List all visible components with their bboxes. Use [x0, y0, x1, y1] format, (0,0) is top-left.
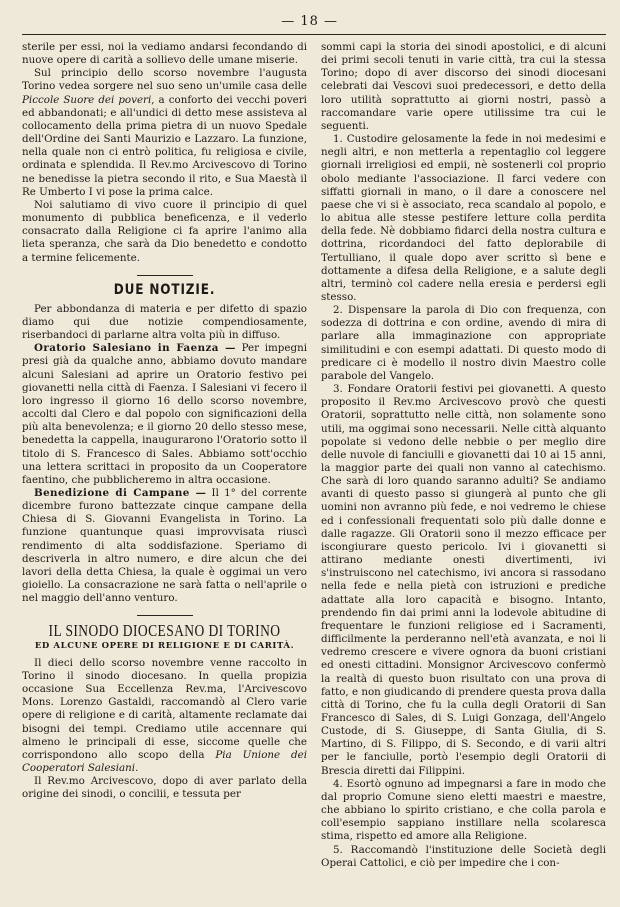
- news-item: Benedizione di Campane — Il 1° del corrente dicembre furono battezzate cinque campane della Chiesa di S. Giovanni Evangelista in Torino. La funzione quantunque quasi improvvisata riuscì rendimento di alta soddisfazione. Speriamo di descriverla in altro numero, e dire alcun che dei lavori della detta Chiesa, la quale è oggimai un vero gioiello. La consacrazione ne sarà fatta o nell'aprile o nel maggio dell'anno venturo.: [22, 487, 307, 605]
- page-number: — 18 —: [281, 14, 338, 29]
- numbered-paragraph: 2. Dispensare la parola di Dio con frequenza, con sodezza di dottrina e con ordine, avendo di mira di parlare alla immaginazione con appropriate similitudini e con esempi adattati. Di questo modo di predicare ci è modello il nostro divin Maestro colle parabole del Vangelo.: [321, 304, 606, 382]
- header-rule: [22, 34, 606, 35]
- article-title: IL SINODO DIOCESANO DI TORINO: [48, 621, 281, 641]
- paragraph: Il Rev.mo Arcivescovo, dopo di aver parlato della origine dei sinodi, o concilii, e tessuta per: [22, 775, 307, 801]
- paragraph: Il dieci dello scorso novembre venne raccolto in Torino il sinodo diocesano. In quella propizia occasione Sua Eccellenza Rev.ma, l'Arcivescovo Mons. Lorenzo Gastaldi, raccomandò al Clero varie opere di religione e di carità, altamente reclamate dai bisogni dei tempi. Crediamo utile accennare qui almeno le principali di esse, siccome quelle che corrispondono allo scopo della Pia Unione dei Cooperatori Salesiani.: [22, 656, 307, 774]
- article-subtitle: ED ALCUNE OPERE DI RELIGIONE E DI CARITÀ.: [34, 640, 295, 651]
- numbered-paragraph: 4. Esortò ognuno ad impegnarsi a fare in modo che dal proprio Comune sieno eletti maestri e maestre, che abbiano lo spirito cristiano, e che colla parola e coll'esempio sappiano instillare nella scolaresca stima, rispetto ed amore alla Religione.: [321, 777, 606, 843]
- numbered-paragraph: 5. Raccomandò l'instituzione delle Società degli Operai Cattolici, e ciò per impedire che i con-: [321, 843, 606, 869]
- paragraph: Noi salutiamo di vivo cuore il principio di quel monumento di pubblica beneficenza, e il vederlo consacrato dalla Religione ci fa aprire l'animo alla lieta speranza, che sarà da Dio benedetto e condotto a termine felicemente.: [22, 198, 307, 264]
- paragraph: sommi capi la storia dei sinodi apostolici, e di alcuni dei primi secoli tenuti in varie città, tra cui la stessa Torino; dopo di aver discorso dei sinodi diocesani celebrati dai Vescovi suoi predecessori, e detto della loro utilità soprattutto ai giorni nostri, passò a raccomandare varie opere utilissime tra cui le seguenti.: [321, 41, 606, 132]
- section-divider: [137, 615, 193, 616]
- numbered-paragraph: 1. Custodire gelosamente la fede in noi medesimi e negli altri, e non metterla a repentaglio col leggere giornali irreligiosi ed empii, nè sostenerli col proprio obolo mediante l'associazione. Il farci vedere con siffatti giornali in mano, o il dare a conoscere nel paese che vi si è associato, reca scandalo al popolo, e lo abitua alle stesse pestifere letture colla perdita della fede. Nè dobbiamo fidarci della nostra cultura e dottrina, ricordandoci del fatto deplorabile di Tertulliano, il quale dopo aver scritto sì bene e dottamente a difesa della Religione, e a salute degli altri, terminò col cadere nella eresia e perdersi egli stesso.: [321, 133, 606, 303]
- paragraph: sterile per essi, noi la vediamo andarsi fecondando di nuove opere di carità a sollievo delle umane miserie.: [22, 41, 307, 67]
- left-column: [22, 41, 307, 870]
- paragraph: Sul principio dello scorso novembre l'augusta Torino vedea sorgere nel suo seno un'umile casa delle Piccole Suore dei poveri, a conforto dei vecchi poveri ed abbandonati; e all'undici di detto mese assisteva al collocamento della prima pietra di un nuovo Spedale dell'Ordine dei Santi Maurizio e Lazzaro. La funzione, nella quale non ci entrò politica, fu religiosa e civile, ordinata e splendida. Il Rev.mo Arcivescovo di Torino ne benedisse la pietra secondo il rito, e Sua Maestà il Re Umberto I vi pose la prima calce.: [22, 67, 307, 198]
- paragraph: Per abbondanza di materia e per difetto di spazio diamo qui due notizie compendiosamente, riserbandoci di parlarne altra volta più in diffuso.: [22, 302, 307, 342]
- two-column-body: [22, 41, 606, 870]
- section-divider: [137, 275, 193, 276]
- right-column: [321, 41, 606, 870]
- news-heading: Oratorio Salesiano in Faenza —: [34, 342, 236, 355]
- news-heading: Benedizione di Campane —: [34, 487, 207, 499]
- numbered-paragraph: 3. Fondare Oratorii festivi pei giovanetti. A questo proposito il Rev.mo Arcivescovo provò che questi Oratorii, soprattutto nelle città, non solamente sono utili, ma oggimai sono necessarii. Nelle città alquanto popolate si vedono delle nebbie o per meglio dire delle nuvole di fanciulli e giovanetti dai 10 ai 15 anni, la maggior parte dei quali non vanno al catechismo. Che sarà di loro quando saranno adulti? Se andiamo avanti di questo passo si giungerà al punto che gli uomini non avranno più fede, e noi vedremo le chiese ed i confessionali frequentati solo più dalle donne e dalle ragazze. Gli Oratorii sono il mezzo efficace per iscongiurare questo pericolo. Ivi i giovanetti si attirano mediante onesti divertimenti, ivi s'instruiscono nel catechismo, ivi ancora si rassodano nella fede e nella pietà con istruzioni e prediche adattate alla loro capacità e bisogno. Intanto, prendendo fin dai primi anni la lodevole abitudine di frequentare le funzioni religiose ed i Sacramenti, difficilmente la perderanno nell'età avanzata, e noi li vedremo crescere e vivere ognora da buoni cristiani ed onesti cittadini. Monsignor Arcivescovo confermò la realtà di questo buon risultato con una prova di fatto, e non giudicando di prendere questa prova dalla città di Torino, che fu la culla degli Oratorii di San Francesco di Sales, di S. Luigi Gonzaga, dell'Angelo Custode, di S. Giuseppe, di Santa Giulia, di S. Martino, di S. Filippo, di S. Secondo, e di varii altri per le fanciulle, portò l'esempio degli Oratorii di Brescia diretti dai Filippini.: [321, 383, 606, 777]
- emphasis: Pia Unione dei Cooperatori Salesiani: [22, 748, 307, 774]
- section-title: DUE NOTIZIE.: [113, 281, 216, 298]
- page-header: [22, 12, 606, 34]
- news-item: Oratorio Salesiano in Faenza — Per impegni presi già da qualche anno, abbiamo dovuto mandare alcuni Salesiani ad aprire un Oratorio festivo pei giovanetti nella città di Faenza. I Salesiani vi fecero il loro ingresso il giorno 16 dello scorso novembre, accolti dal Clero e dal popolo con significazioni della più alta benevolenza; e il giorno 20 dello stesso mese, benedetta la cappella, inaugurarono l'Oratorio sotto il titolo di S. Francesco di Sales. Abbiamo sott'occhio una lettera scrittaci in proposito da un Cooperatore faentino, che pubblicheremo in altra occasione.: [22, 342, 307, 486]
- emphasis: Piccole Suore dei poveri: [22, 93, 152, 106]
